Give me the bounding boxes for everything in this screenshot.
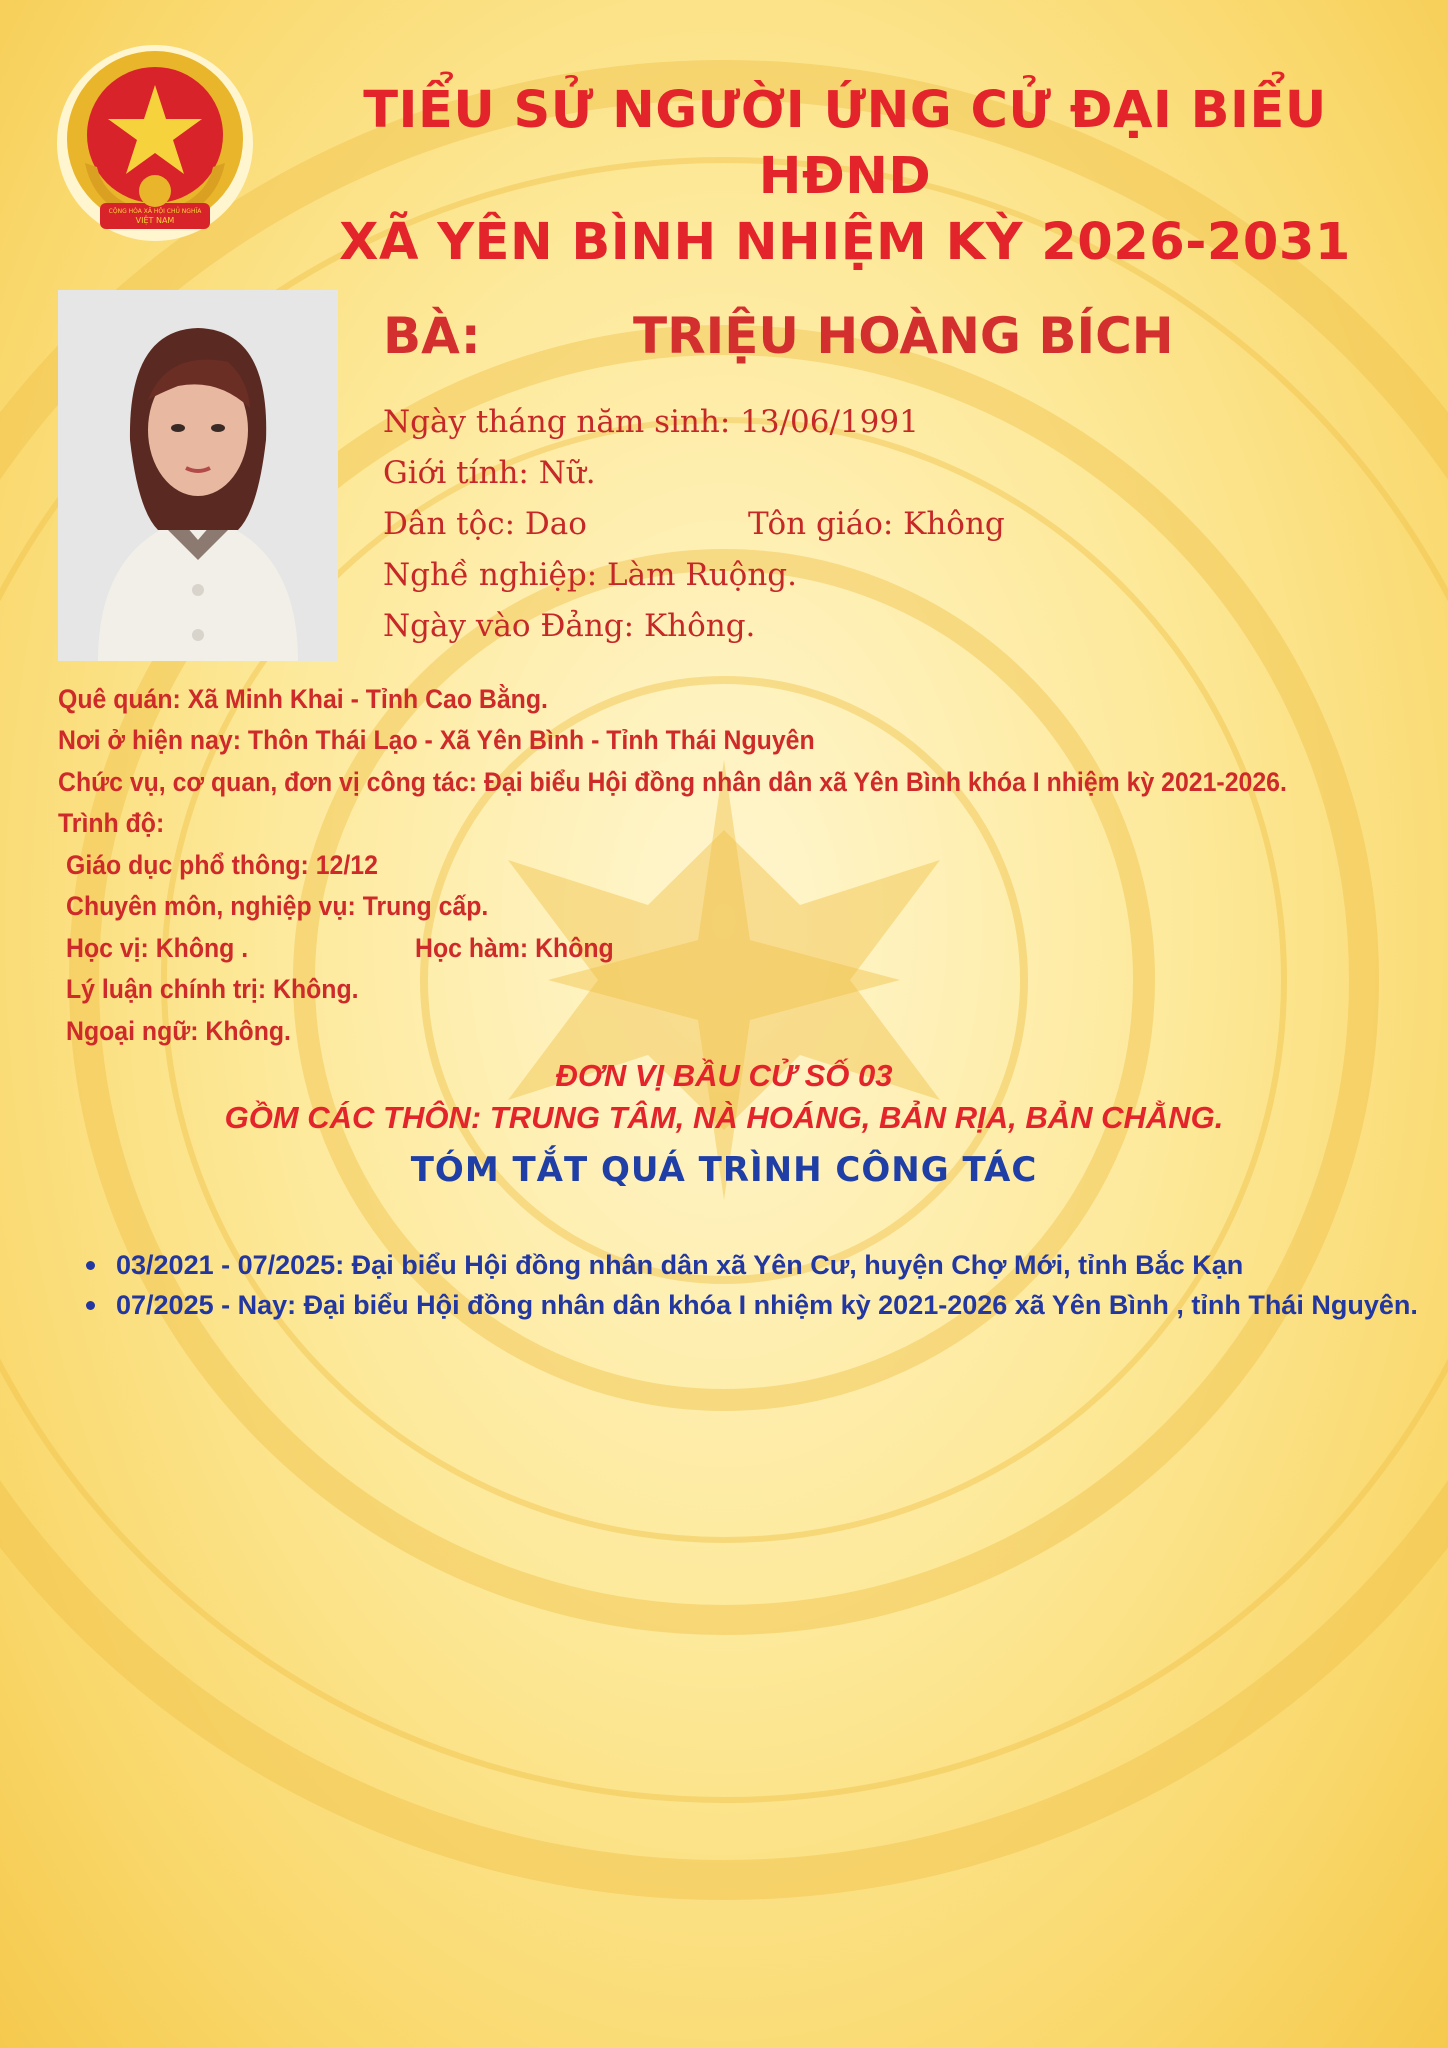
page-title — [270, 78, 1420, 276]
work-summary-heading: TÓM TẮT QUÁ TRÌNH CÔNG TÁC — [410, 1150, 1038, 1190]
gender: Giới tính: Nữ. — [383, 455, 596, 491]
candidate-name: TRIỆU HOÀNG BÍCH — [633, 307, 1174, 365]
work-history-list — [86, 1245, 1418, 1325]
work-history-item — [86, 1245, 1418, 1285]
work-history-text: 07/2025 - Nay: Đại biểu Hội đồng nhân dân khóa I nhiệm kỳ 2021-2026 xã Yên Bình , tỉnh Thái Nguyên. — [116, 1290, 1418, 1320]
academic-degree: Học vị: Không . — [66, 933, 249, 963]
bullet-icon — [86, 1261, 95, 1270]
emblem-banner-top: CỘNG HÒA XÃ HỘI CHỦ NGHĨA — [108, 208, 202, 215]
current-position: Chức vụ, cơ quan, đơn vị công tác: Đại biểu Hội đồng nhân dân xã Yên Bình khóa I nhiệm kỳ 2021-2026. — [58, 767, 1287, 797]
party-admission-date: Ngày vào Đảng: Không. — [383, 608, 756, 644]
education-heading: Trình độ: — [58, 808, 165, 838]
candidate-photo — [58, 290, 338, 661]
foreign-language: Ngoại ngữ: Không. — [66, 1016, 291, 1046]
religion: Tôn giáo: Không — [748, 506, 1005, 542]
hometown: Quê quán: Xã Minh Khai - Tỉnh Cao Bằng. — [58, 684, 548, 714]
electoral-unit-villages: GỒM CÁC THÔN: TRUNG TÂM, NÀ HOÁNG, BẢN RỊA, BẢN CHẰNG. — [224, 1100, 1224, 1135]
emblem-banner-bottom: VIỆT NAM — [135, 216, 175, 225]
occupation: Nghề nghiệp: Làm Ruộng. — [383, 557, 797, 593]
ethnicity: Dân tộc: Dao — [383, 506, 587, 542]
academic-title: Học hàm: Không — [415, 933, 614, 963]
portrait-image — [58, 290, 338, 661]
work-history-text: 03/2021 - 07/2025: Đại biểu Hội đồng nhân dân xã Yên Cư, huyện Chợ Mới, tỉnh Bắc Kạn — [116, 1250, 1244, 1280]
professional-qualification: Chuyên môn, nghiệp vụ: Trung cấp. — [66, 891, 489, 921]
title-line-2: XÃ YÊN BÌNH NHIỆM KỲ 2026-2031 — [339, 213, 1351, 272]
honorific: BÀ: — [383, 307, 481, 365]
work-history-item — [86, 1285, 1418, 1325]
bullet-icon — [86, 1301, 95, 1310]
national-emblem-icon — [55, 43, 255, 243]
general-education: Giáo dục phổ thông: 12/12 — [66, 850, 378, 880]
candidate-name-row — [383, 306, 1174, 366]
political-theory: Lý luận chính trị: Không. — [66, 974, 359, 1004]
birth-date: Ngày tháng năm sinh: 13/06/1991 — [383, 404, 919, 440]
title-line-1: TIỂU SỬ NGƯỜI ỨNG CỬ ĐẠI BIỂU HĐND — [363, 81, 1327, 206]
electoral-unit-number: ĐƠN VỊ BẦU CỬ SỐ 03 — [555, 1058, 893, 1093]
current-residence: Nơi ở hiện nay: Thôn Thái Lạo - Xã Yên Bình - Tỉnh Thái Nguyên — [58, 725, 815, 755]
